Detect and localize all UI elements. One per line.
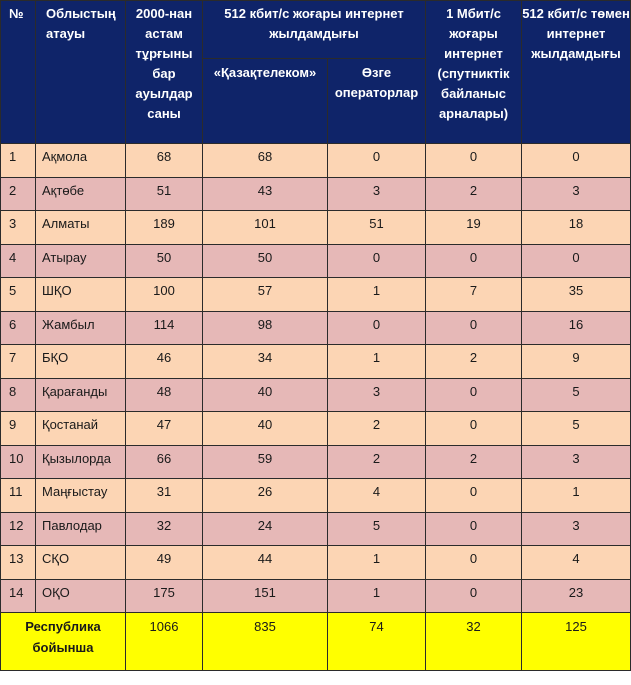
table-row: [1, 311, 631, 345]
cell-villages: 175: [126, 579, 203, 613]
cell-villages: 68: [126, 144, 203, 178]
cell-no: 2: [1, 177, 36, 211]
table-row: [1, 479, 631, 513]
cell-kazakhtelecom: 151: [203, 579, 328, 613]
total-below: 125: [522, 613, 631, 671]
cell-kazakhtelecom: 50: [203, 244, 328, 278]
cell-no: 14: [1, 579, 36, 613]
cell-no: 6: [1, 311, 36, 345]
cell-other-operators: 1: [328, 546, 426, 580]
total-other: 74: [328, 613, 426, 671]
cell-no: 4: [1, 244, 36, 278]
header-villages: 2000-нан астам тұрғыны бар ауылдар саны: [126, 1, 203, 144]
cell-region: ШҚО: [36, 278, 126, 312]
cell-below-512: 16: [522, 311, 631, 345]
cell-other-operators: 3: [328, 378, 426, 412]
total-label: Республика бойынша: [1, 613, 126, 671]
cell-other-operators: 2: [328, 445, 426, 479]
cell-other-operators: 1: [328, 345, 426, 379]
cell-villages: 66: [126, 445, 203, 479]
table-row: [1, 244, 631, 278]
cell-villages: 32: [126, 512, 203, 546]
cell-villages: 48: [126, 378, 203, 412]
cell-below-512: 4: [522, 546, 631, 580]
table-row: [1, 512, 631, 546]
cell-kazakhtelecom: 98: [203, 311, 328, 345]
cell-other-operators: 1: [328, 579, 426, 613]
cell-satellite: 0: [426, 512, 522, 546]
cell-below-512: 5: [522, 378, 631, 412]
table-row: [1, 378, 631, 412]
cell-satellite: 0: [426, 479, 522, 513]
cell-other-operators: 0: [328, 244, 426, 278]
cell-satellite: 2: [426, 345, 522, 379]
cell-below-512: 0: [522, 244, 631, 278]
total-kazakhtelecom: 835: [203, 613, 328, 671]
cell-kazakhtelecom: 57: [203, 278, 328, 312]
cell-other-operators: 0: [328, 311, 426, 345]
header-other-operators: Өзге операторлар: [328, 59, 426, 144]
cell-other-operators: 0: [328, 144, 426, 178]
cell-region: Павлодар: [36, 512, 126, 546]
cell-villages: 31: [126, 479, 203, 513]
cell-region: Атырау: [36, 244, 126, 278]
cell-other-operators: 51: [328, 211, 426, 245]
table-row: [1, 177, 631, 211]
cell-kazakhtelecom: 43: [203, 177, 328, 211]
cell-villages: 114: [126, 311, 203, 345]
header-satellite-1mbit: 1 Мбит/с жоғары интернет (спутниктік байланыс арналары): [426, 1, 522, 144]
table-row: [1, 211, 631, 245]
cell-satellite: 0: [426, 244, 522, 278]
cell-villages: 100: [126, 278, 203, 312]
table-row: [1, 546, 631, 580]
cell-kazakhtelecom: 40: [203, 378, 328, 412]
cell-region: Қызылорда: [36, 445, 126, 479]
table-row: [1, 345, 631, 379]
table-body: [1, 144, 631, 613]
cell-kazakhtelecom: 24: [203, 512, 328, 546]
cell-other-operators: 3: [328, 177, 426, 211]
cell-other-operators: 4: [328, 479, 426, 513]
cell-below-512: 5: [522, 412, 631, 446]
cell-villages: 46: [126, 345, 203, 379]
cell-villages: 49: [126, 546, 203, 580]
cell-kazakhtelecom: 101: [203, 211, 328, 245]
cell-region: Қостанай: [36, 412, 126, 446]
cell-below-512: 0: [522, 144, 631, 178]
cell-satellite: 0: [426, 378, 522, 412]
cell-region: СҚО: [36, 546, 126, 580]
cell-satellite: 0: [426, 412, 522, 446]
header-kazakhtelecom: «Қазақтелеком»: [203, 59, 328, 144]
cell-below-512: 23: [522, 579, 631, 613]
cell-region: Жамбыл: [36, 311, 126, 345]
cell-villages: 51: [126, 177, 203, 211]
cell-below-512: 3: [522, 512, 631, 546]
cell-below-512: 35: [522, 278, 631, 312]
total-villages: 1066: [126, 613, 203, 671]
cell-below-512: 1: [522, 479, 631, 513]
cell-no: 13: [1, 546, 36, 580]
cell-no: 7: [1, 345, 36, 379]
cell-region: Алматы: [36, 211, 126, 245]
cell-below-512: 3: [522, 445, 631, 479]
cell-region: БҚО: [36, 345, 126, 379]
cell-other-operators: 5: [328, 512, 426, 546]
table-total: [1, 613, 631, 671]
cell-no: 1: [1, 144, 36, 178]
cell-no: 8: [1, 378, 36, 412]
cell-villages: 189: [126, 211, 203, 245]
cell-satellite: 0: [426, 311, 522, 345]
cell-satellite: 2: [426, 445, 522, 479]
cell-no: 5: [1, 278, 36, 312]
cell-satellite: 19: [426, 211, 522, 245]
cell-no: 11: [1, 479, 36, 513]
cell-kazakhtelecom: 34: [203, 345, 328, 379]
table-row: [1, 579, 631, 613]
cell-region: Қарағанды: [36, 378, 126, 412]
cell-kazakhtelecom: 59: [203, 445, 328, 479]
header-region: Облыстың атауы: [36, 1, 126, 144]
cell-villages: 50: [126, 244, 203, 278]
header-below-512: 512 кбит/с төмен интернет жылдамдығы: [522, 1, 631, 144]
cell-no: 10: [1, 445, 36, 479]
cell-satellite: 0: [426, 144, 522, 178]
cell-kazakhtelecom: 44: [203, 546, 328, 580]
table-row: [1, 144, 631, 178]
table-row: [1, 445, 631, 479]
cell-satellite: 0: [426, 579, 522, 613]
cell-below-512: 18: [522, 211, 631, 245]
cell-satellite: 0: [426, 546, 522, 580]
cell-no: 3: [1, 211, 36, 245]
header-no: №: [1, 1, 36, 144]
cell-region: ОҚО: [36, 579, 126, 613]
cell-region: Ақмола: [36, 144, 126, 178]
cell-other-operators: 1: [328, 278, 426, 312]
cell-villages: 47: [126, 412, 203, 446]
table-header: [1, 1, 631, 144]
cell-kazakhtelecom: 68: [203, 144, 328, 178]
cell-below-512: 3: [522, 177, 631, 211]
cell-other-operators: 2: [328, 412, 426, 446]
cell-below-512: 9: [522, 345, 631, 379]
cell-satellite: 7: [426, 278, 522, 312]
header-512-above-group: 512 кбит/с жоғары интернет жылдамдығы: [203, 1, 426, 59]
cell-kazakhtelecom: 40: [203, 412, 328, 446]
table-row: [1, 278, 631, 312]
cell-no: 12: [1, 512, 36, 546]
cell-no: 9: [1, 412, 36, 446]
cell-satellite: 2: [426, 177, 522, 211]
table-row: [1, 412, 631, 446]
cell-region: Маңғыстау: [36, 479, 126, 513]
cell-kazakhtelecom: 26: [203, 479, 328, 513]
total-satellite: 32: [426, 613, 522, 671]
cell-region: Ақтөбе: [36, 177, 126, 211]
